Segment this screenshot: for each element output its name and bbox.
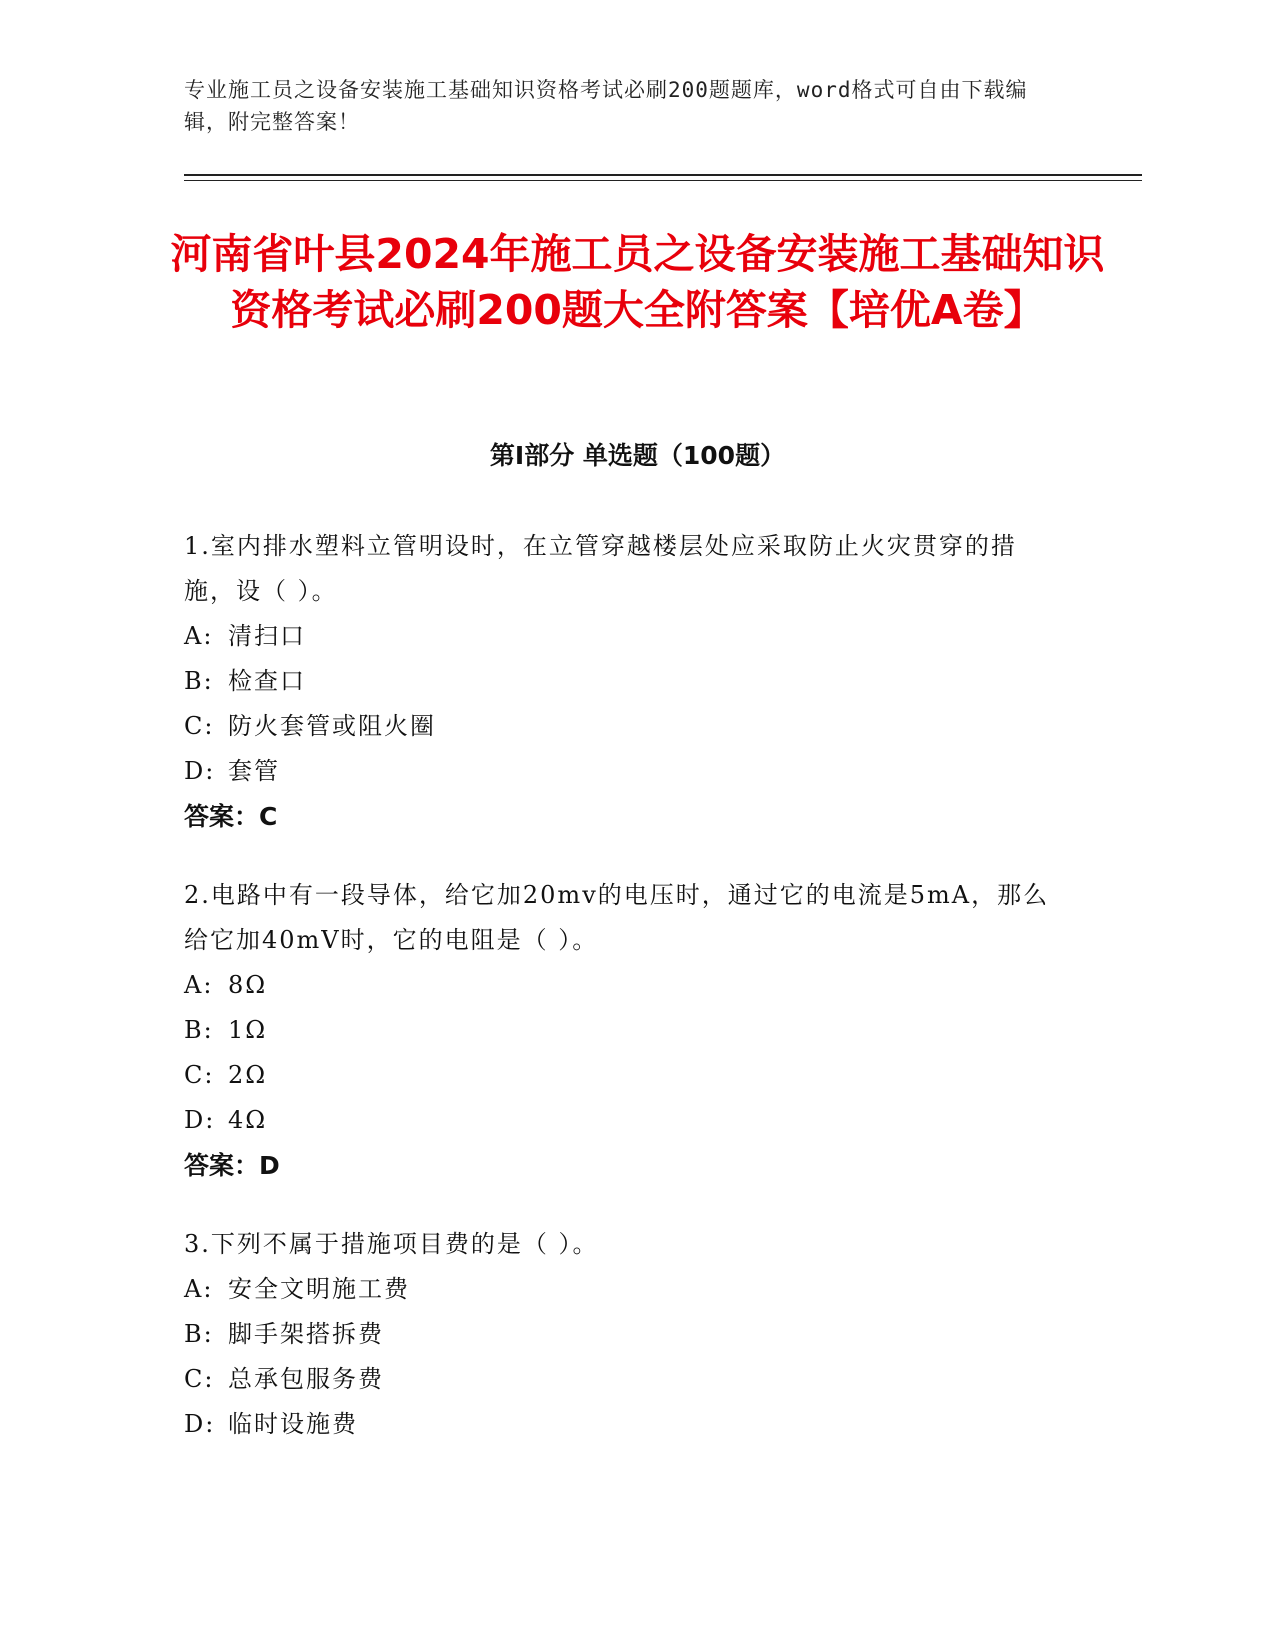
option-c — [184, 704, 1064, 749]
option-text: 脚手架搭拆费 — [228, 1320, 384, 1348]
document-title: 河南省叶县2024年施工员之设备安装施工基础知识资格考试必刷200题大全附答案【培优A卷】 — [170, 230, 1105, 334]
question-stem: 1.室内排水塑料立管明设时，在立管穿越楼层处应采取防止火灾贯穿的措施，设（ ）。 — [184, 532, 1017, 605]
option-b — [184, 659, 1064, 704]
option-letter: B: — [184, 1320, 214, 1348]
question-stem: 3.下列不属于措施项目费的是（ ）。 — [184, 1230, 599, 1258]
option-text: 防火套管或阻火圈 — [228, 712, 436, 740]
answer-line: 答案：D — [184, 1151, 280, 1180]
option-d — [184, 1402, 1064, 1447]
question-list — [184, 524, 1064, 1481]
answer-line: 答案：C — [184, 802, 278, 831]
option-c — [184, 1053, 1064, 1098]
section-title: 第I部分 单选题（100题） — [489, 441, 786, 470]
option-text: 1Ω — [228, 1016, 268, 1044]
option-text: 临时设施费 — [228, 1410, 358, 1438]
question-item — [184, 873, 1064, 1188]
option-letter: D: — [184, 1106, 216, 1134]
option-a — [184, 963, 1064, 1008]
question-item — [184, 524, 1064, 839]
question-item — [184, 1222, 1064, 1447]
option-text: 检查口 — [228, 667, 306, 695]
option-letter: A: — [184, 1275, 214, 1303]
option-text: 套管 — [228, 757, 280, 785]
option-letter: D: — [184, 1410, 216, 1438]
option-text: 8Ω — [228, 971, 268, 999]
option-b — [184, 1008, 1064, 1053]
option-letter: B: — [184, 1016, 214, 1044]
option-b — [184, 1312, 1064, 1357]
option-d — [184, 749, 1064, 794]
option-text: 4Ω — [228, 1106, 268, 1134]
option-a — [184, 1267, 1064, 1312]
option-letter: C: — [184, 1365, 215, 1393]
option-letter: D: — [184, 757, 216, 785]
option-letter: C: — [184, 1061, 215, 1089]
header-divider-thin — [184, 180, 1142, 181]
option-letter: A: — [184, 971, 214, 999]
option-letter: B: — [184, 667, 214, 695]
option-text: 2Ω — [228, 1061, 268, 1089]
option-letter: A: — [184, 622, 214, 650]
header-divider-thick — [184, 174, 1142, 176]
option-text: 安全文明施工费 — [228, 1275, 410, 1303]
option-c — [184, 1357, 1064, 1402]
option-d — [184, 1098, 1064, 1143]
header-note: 专业施工员之设备安装施工基础知识资格考试必刷200题题库，word格式可自由下载编辑，附完整答案！ — [184, 78, 1028, 134]
question-stem: 2.电路中有一段导体，给它加20mv的电压时，通过它的电流是5mA，那么给它加40mV时，它的电阻是（ ）。 — [184, 881, 1050, 954]
option-letter: C: — [184, 712, 215, 740]
option-a — [184, 614, 1064, 659]
option-text: 总承包服务费 — [228, 1365, 384, 1393]
option-text: 清扫口 — [228, 622, 306, 650]
